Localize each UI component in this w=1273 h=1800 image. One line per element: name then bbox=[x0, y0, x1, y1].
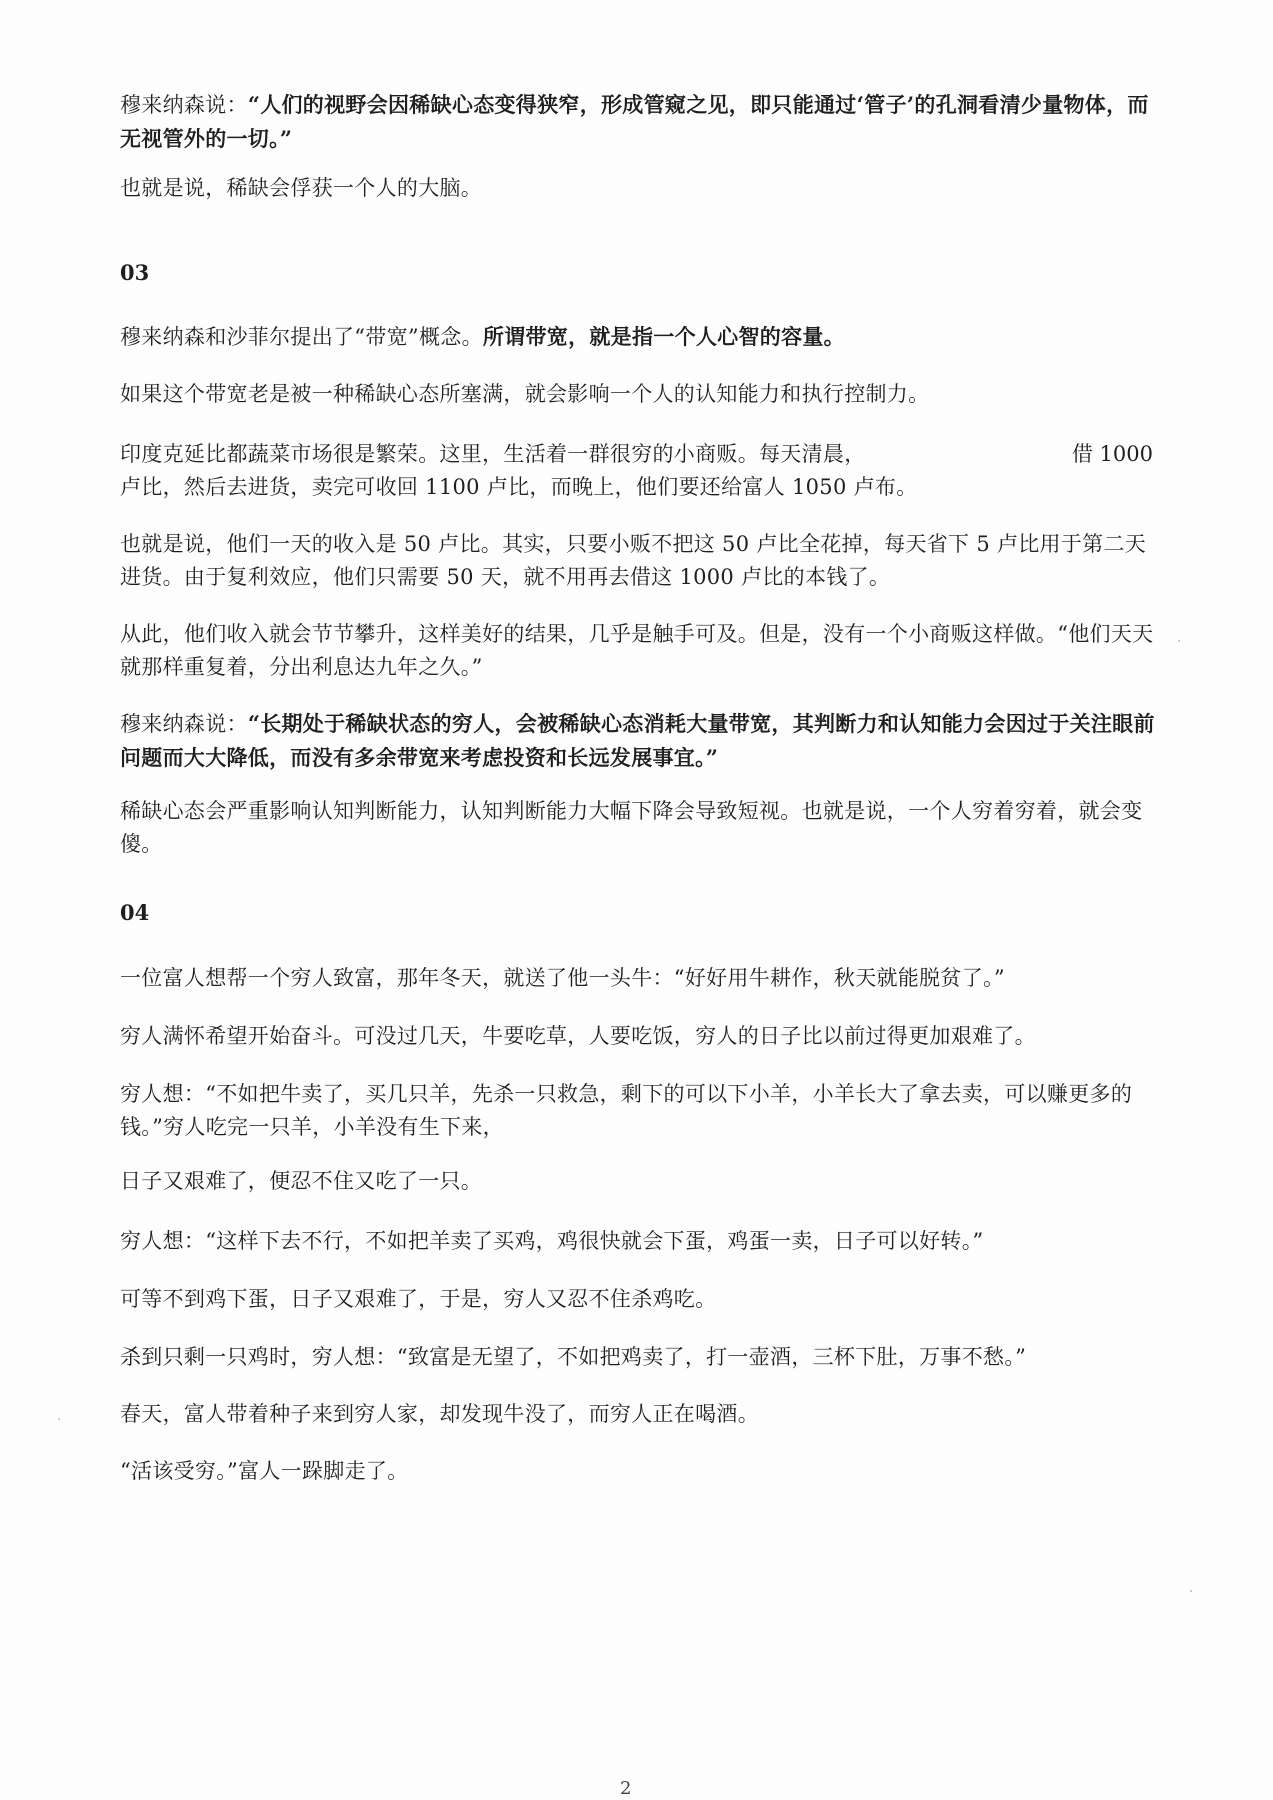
paragraph-short-sighted: 稀缺心态会严重影响认知判断能力，认知判断能力大幅下降会导致短视。也就是说，一个人穷着穷着，就会变傻。 bbox=[120, 799, 1143, 856]
paragraph-sell-sheep-buy-chickens: 穷人想：“这样下去不行，不如把羊卖了买鸡，鸡很快就会下蛋，鸡蛋一卖，日子可以好转。” bbox=[120, 1229, 984, 1253]
paragraph-compound-interest: 也就是说，他们一天的收入是 50 卢比。其实，只要小贩不把这 50 卢比全花掉，每天省下 5 卢比用于第二天进货。由于复利效应，他们只需要 50 天，就不用再去借这 1000 卢比的本钱了。 bbox=[120, 532, 1147, 589]
bold-quote: “长期处于稀缺状态的穷人，会被稀缺心态消耗大量带宽，其判断力和认知能力会因过于关注眼前问题而大大降低，而没有多余带宽来考虑投资和长远发展事宜。” bbox=[120, 711, 1155, 770]
plain-text: 穆来纳森和沙菲尔提出了“带宽”概念。 bbox=[120, 325, 483, 349]
paragraph-kill-chickens: 可等不到鸡下蛋，日子又艰难了，于是，穷人又忍不住杀鸡吃。 bbox=[120, 1287, 717, 1311]
scan-speck bbox=[58, 1418, 60, 1420]
paragraph-bandwidth-concept bbox=[120, 320, 1160, 354]
section-heading-04: 04 bbox=[120, 900, 150, 925]
paragraph-bandwidth-effect: 如果这个带宽老是被一种稀缺心态所塞满，就会影响一个人的认知能力和执行控制力。 bbox=[120, 382, 930, 406]
paragraph-rich-gives-ox: 一位富人想帮一个穷人致富，那年冬天，就送了他一头牛：“好好用牛耕作，秋天就能脱贫了。” bbox=[120, 966, 1005, 990]
page-number: 2 bbox=[620, 1778, 632, 1799]
scan-speck bbox=[1190, 1590, 1192, 1592]
paragraph-scarcity-captures-brain: 也就是说，稀缺会俘获一个人的大脑。 bbox=[120, 176, 483, 200]
bold-definition: 所谓带宽，就是指一个人心智的容量。 bbox=[482, 324, 845, 349]
paragraph-india-market-right-fragment: 借 1000 bbox=[1071, 442, 1153, 466]
scan-speck bbox=[1178, 640, 1180, 642]
paragraph-ate-another: 日子又艰难了，便忍不住又吃了一只。 bbox=[120, 1169, 483, 1193]
paragraph-buy-wine: 杀到只剩一只鸡时，穷人想：“致富是无望了，不如把鸡卖了，打一壶酒，三杯下肚，万事不愁。” bbox=[120, 1345, 1027, 1369]
paragraph-quote-long-term-scarcity bbox=[120, 707, 1160, 775]
section-heading-03: 03 bbox=[120, 260, 150, 285]
speaker-label: 穆来纳森说： bbox=[120, 712, 248, 736]
paragraph-sell-ox-buy-sheep: 穷人想：“不如把牛卖了，买几只羊，先杀一只救急，剩下的可以下小羊，小羊长大了拿去卖，可以赚更多的钱。”穷人吃完一只羊，小羊没有生下来， bbox=[120, 1082, 1133, 1139]
paragraph-spring-visit: 春天，富人带着种子来到穷人家，却发现牛没了，而穷人正在喝酒。 bbox=[120, 1402, 759, 1426]
paragraph-india-market-line2: 卢比，然后去进货，卖完可收回 1100 卢比，而晚上，他们要还给富人 1050 卢布。 bbox=[120, 475, 918, 499]
paragraph-deserves-poverty: “活该受穷。”富人一跺脚走了。 bbox=[120, 1459, 409, 1483]
bold-quote: “人们的视野会因稀缺心态变得狭窄，形成管窥之见，即只能通过‘管子’的孔洞看清少量物体，而无视管外的一切。” bbox=[120, 92, 1149, 151]
paragraph-no-one-does-it: 从此，他们收入就会节节攀升，这样美好的结果，几乎是触手可及。但是，没有一个小商贩这样做。“他们天天就那样重复着，分出利息达九年之久。” bbox=[120, 622, 1154, 679]
paragraph-quote-tunnel-vision bbox=[120, 88, 1160, 156]
paragraph-poor-struggles: 穷人满怀希望开始奋斗。可没过几天，牛要吃草，人要吃饭，穷人的日子比以前过得更加艰难了。 bbox=[120, 1024, 1036, 1048]
paragraph-india-market-line1: 印度克延比都蔬菜市场很是繁荣。这里，生活着一群很穷的小商贩。每天清晨， bbox=[120, 442, 866, 466]
speaker-label: 穆来纳森说： bbox=[120, 93, 248, 117]
